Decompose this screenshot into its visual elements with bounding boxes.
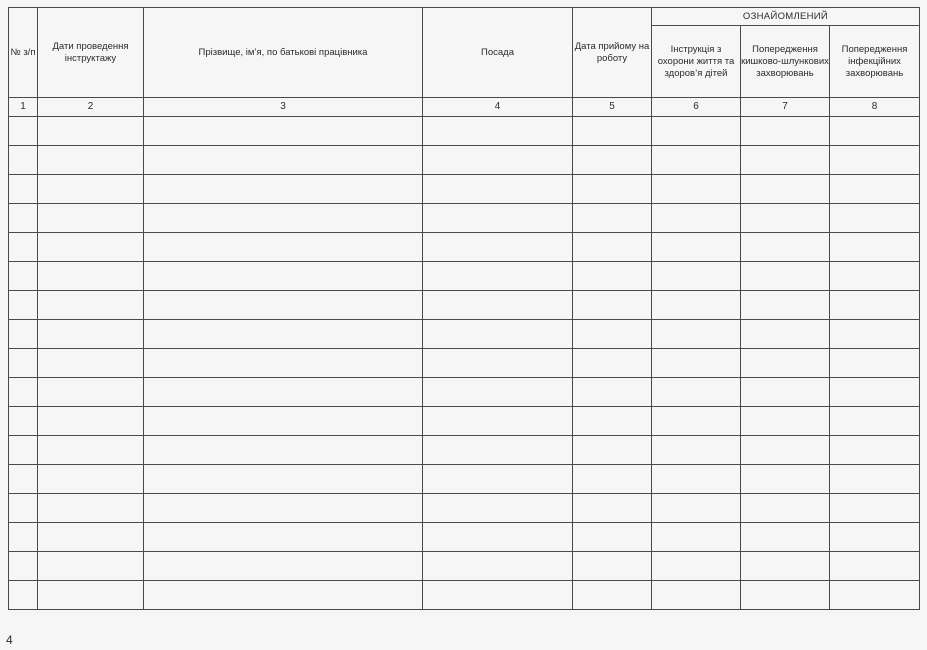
- blank-entry-cell: [652, 320, 741, 349]
- blank-entry-cell: [38, 494, 144, 523]
- blank-entry-cell: [830, 146, 920, 175]
- blank-entry-cell: [652, 262, 741, 291]
- blank-entry-cell: [741, 378, 830, 407]
- blank-entry-cell: [9, 436, 38, 465]
- column-number: 5: [573, 98, 652, 117]
- blank-entry-cell: [741, 146, 830, 175]
- blank-entry-cell: [741, 349, 830, 378]
- header-hire-date: Дата прийому на роботу: [573, 8, 652, 98]
- page-number: 4: [6, 633, 13, 647]
- blank-entry-cell: [38, 175, 144, 204]
- blank-entry-cell: [144, 552, 423, 581]
- blank-entry-cell: [423, 494, 573, 523]
- blank-entry-cell: [144, 204, 423, 233]
- blank-entry-cell: [652, 146, 741, 175]
- blank-entry-cell: [423, 349, 573, 378]
- blank-entry-cell: [741, 204, 830, 233]
- blank-entry-cell: [652, 465, 741, 494]
- blank-entry-row: [9, 204, 920, 233]
- blank-entry-cell: [573, 523, 652, 552]
- blank-entry-cell: [423, 146, 573, 175]
- blank-entry-cell: [652, 204, 741, 233]
- blank-entry-cell: [741, 320, 830, 349]
- blank-entry-cell: [652, 349, 741, 378]
- column-number: 2: [38, 98, 144, 117]
- blank-entry-row: [9, 291, 920, 320]
- blank-entry-cell: [573, 233, 652, 262]
- blank-entry-cell: [9, 262, 38, 291]
- blank-entry-cell: [9, 175, 38, 204]
- blank-entry-cell: [741, 175, 830, 204]
- blank-entry-cell: [144, 465, 423, 494]
- blank-entry-cell: [38, 349, 144, 378]
- column-number: 1: [9, 98, 38, 117]
- blank-entry-cell: [9, 146, 38, 175]
- blank-entry-row: [9, 146, 920, 175]
- blank-entry-cell: [830, 320, 920, 349]
- blank-entry-cell: [423, 117, 573, 146]
- blank-entry-cell: [423, 291, 573, 320]
- blank-entry-row: [9, 117, 920, 146]
- blank-entry-cell: [9, 117, 38, 146]
- blank-entry-cell: [573, 204, 652, 233]
- column-number: 4: [423, 98, 573, 117]
- blank-entry-cell: [9, 465, 38, 494]
- blank-entry-cell: [9, 552, 38, 581]
- blank-entry-cell: [741, 407, 830, 436]
- blank-entry-cell: [830, 581, 920, 610]
- blank-entry-cell: [144, 581, 423, 610]
- blank-entry-cell: [38, 204, 144, 233]
- blank-entry-cell: [652, 552, 741, 581]
- blank-entry-cell: [423, 523, 573, 552]
- blank-entry-cell: [9, 378, 38, 407]
- blank-entry-cell: [38, 233, 144, 262]
- header-row: [9, 8, 920, 26]
- blank-entry-row: [9, 581, 920, 610]
- blank-entry-row: [9, 523, 920, 552]
- blank-entry-cell: [144, 117, 423, 146]
- blank-entry-cell: [652, 523, 741, 552]
- blank-entry-cell: [144, 146, 423, 175]
- blank-entry-cell: [9, 349, 38, 378]
- blank-entry-cell: [423, 204, 573, 233]
- blank-entry-cell: [144, 349, 423, 378]
- blank-entry-cell: [144, 523, 423, 552]
- blank-entry-cell: [573, 146, 652, 175]
- blank-entry-cell: [652, 494, 741, 523]
- blank-entry-cell: [652, 407, 741, 436]
- blank-entry-cell: [741, 581, 830, 610]
- blank-entry-cell: [830, 378, 920, 407]
- blank-entry-cell: [9, 204, 38, 233]
- blank-entry-cell: [9, 581, 38, 610]
- blank-entry-cell: [144, 407, 423, 436]
- blank-entry-cell: [423, 262, 573, 291]
- blank-entry-cell: [573, 581, 652, 610]
- blank-entry-cell: [830, 465, 920, 494]
- blank-entry-cell: [573, 320, 652, 349]
- blank-entry-cell: [741, 262, 830, 291]
- blank-entry-cell: [144, 378, 423, 407]
- blank-entry-cell: [38, 552, 144, 581]
- blank-entry-row: [9, 552, 920, 581]
- blank-entry-cell: [38, 262, 144, 291]
- blank-entry-cell: [9, 523, 38, 552]
- header-number: № з/п: [9, 8, 38, 98]
- blank-entry-cell: [573, 175, 652, 204]
- blank-entry-cell: [144, 262, 423, 291]
- blank-entry-cell: [9, 233, 38, 262]
- blank-entry-row: [9, 494, 920, 523]
- blank-entry-cell: [830, 552, 920, 581]
- blank-entry-cell: [652, 117, 741, 146]
- blank-entry-row: [9, 436, 920, 465]
- column-number: 7: [741, 98, 830, 117]
- blank-entry-cell: [38, 523, 144, 552]
- blank-entry-cell: [38, 378, 144, 407]
- blank-entry-cell: [144, 494, 423, 523]
- blank-entry-cell: [423, 465, 573, 494]
- blank-entry-cell: [9, 407, 38, 436]
- blank-entry-cell: [9, 291, 38, 320]
- blank-entry-cell: [652, 233, 741, 262]
- blank-entry-cell: [423, 581, 573, 610]
- blank-entry-cell: [652, 436, 741, 465]
- column-number: 8: [830, 98, 920, 117]
- blank-entry-cell: [573, 291, 652, 320]
- blank-entry-cell: [741, 494, 830, 523]
- blank-entry-cell: [573, 494, 652, 523]
- blank-entry-cell: [652, 581, 741, 610]
- blank-entry-cell: [741, 436, 830, 465]
- blank-entry-cell: [573, 552, 652, 581]
- blank-entry-cell: [144, 233, 423, 262]
- blank-entry-cell: [423, 407, 573, 436]
- blank-entry-row: [9, 320, 920, 349]
- header-intestinal-disease-prevention: Попередження кишково-шлункових захворювань: [741, 26, 830, 98]
- header-infectious-disease-prevention: Попередження інфекційних захворювань: [830, 26, 920, 98]
- blank-entry-cell: [573, 465, 652, 494]
- blank-entry-cell: [741, 291, 830, 320]
- blank-entry-row: [9, 465, 920, 494]
- blank-entry-cell: [830, 204, 920, 233]
- blank-entry-cell: [38, 407, 144, 436]
- blank-entry-cell: [38, 320, 144, 349]
- blank-entry-cell: [830, 233, 920, 262]
- blank-entry-cell: [144, 436, 423, 465]
- blank-entry-cell: [38, 465, 144, 494]
- blank-entry-cell: [573, 262, 652, 291]
- blank-entry-cell: [9, 494, 38, 523]
- blank-entry-row: [9, 233, 920, 262]
- blank-entry-cell: [144, 291, 423, 320]
- blank-entry-cell: [830, 407, 920, 436]
- blank-entry-cell: [9, 320, 38, 349]
- blank-entry-cell: [830, 291, 920, 320]
- blank-entry-row: [9, 175, 920, 204]
- blank-entry-cell: [741, 117, 830, 146]
- blank-entry-cell: [830, 523, 920, 552]
- blank-entry-cell: [830, 494, 920, 523]
- blank-entry-cell: [573, 117, 652, 146]
- blank-entry-cell: [38, 117, 144, 146]
- blank-entry-cell: [38, 146, 144, 175]
- blank-entry-cell: [652, 175, 741, 204]
- blank-entry-cell: [830, 117, 920, 146]
- blank-entry-cell: [144, 320, 423, 349]
- blank-entry-cell: [38, 581, 144, 610]
- briefing-journal-table: [8, 7, 920, 610]
- blank-entry-cell: [741, 523, 830, 552]
- blank-entry-cell: [741, 233, 830, 262]
- blank-entry-cell: [830, 436, 920, 465]
- blank-entry-cell: [423, 436, 573, 465]
- blank-entry-cell: [573, 407, 652, 436]
- blank-entry-cell: [830, 175, 920, 204]
- column-number: 3: [144, 98, 423, 117]
- column-number: 6: [652, 98, 741, 117]
- blank-entry-cell: [652, 378, 741, 407]
- blank-entry-cell: [423, 378, 573, 407]
- header-position: Посада: [423, 8, 573, 98]
- header-employee-name: Прізвище, ім’я, по батькові працівника: [144, 8, 423, 98]
- blank-entry-cell: [423, 320, 573, 349]
- blank-entry-cell: [830, 349, 920, 378]
- blank-entry-cell: [741, 465, 830, 494]
- blank-entry-cell: [423, 233, 573, 262]
- header-acquainted-group: ОЗНАЙОМЛЕНИЙ: [652, 8, 920, 26]
- blank-entry-cell: [573, 436, 652, 465]
- blank-entry-row: [9, 262, 920, 291]
- header-briefing-dates: Дати проведення інструктажу: [38, 8, 144, 98]
- blank-entry-cell: [423, 175, 573, 204]
- blank-entry-row: [9, 378, 920, 407]
- blank-entry-row: [9, 349, 920, 378]
- blank-entry-cell: [741, 552, 830, 581]
- blank-entry-cell: [652, 291, 741, 320]
- blank-entry-cell: [573, 349, 652, 378]
- blank-entry-cell: [830, 262, 920, 291]
- blank-entry-cell: [573, 378, 652, 407]
- column-number-row: [9, 98, 920, 117]
- blank-entry-cell: [38, 436, 144, 465]
- blank-entry-cell: [423, 552, 573, 581]
- blank-entry-cell: [38, 291, 144, 320]
- blank-entry-row: [9, 407, 920, 436]
- blank-entry-cell: [144, 175, 423, 204]
- header-child-safety-instruction: Інструкція з охорони життя та здоров’я дітей: [652, 26, 741, 98]
